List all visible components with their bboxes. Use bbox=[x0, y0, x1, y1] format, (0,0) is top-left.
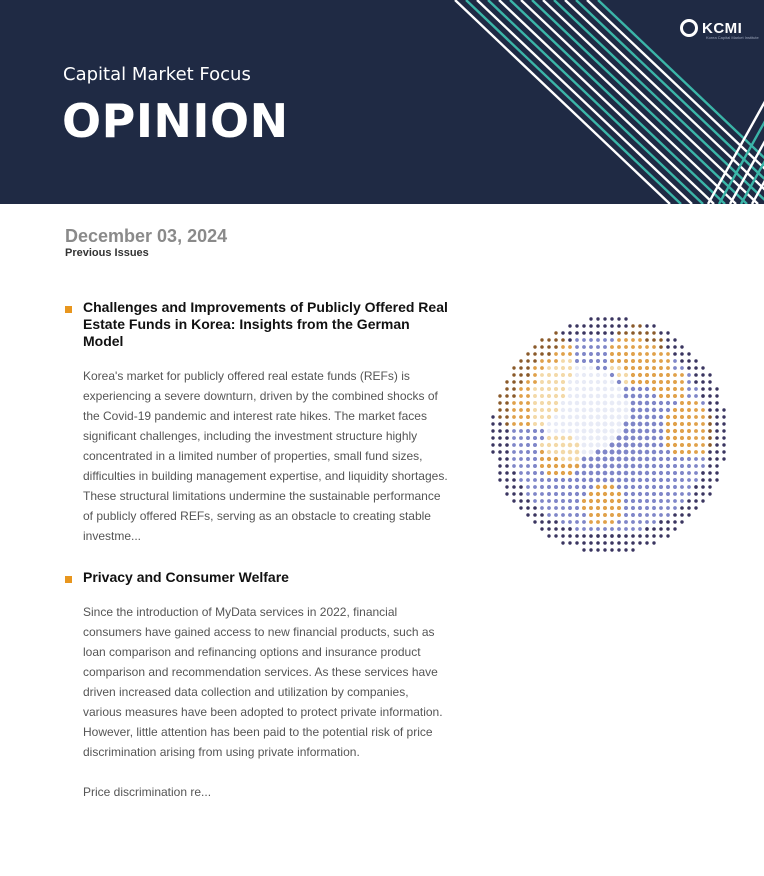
header-kicker: Capital Market Focus bbox=[63, 64, 251, 85]
dotted-globe-icon bbox=[489, 315, 729, 555]
previous-issues-link[interactable]: Previous Issues bbox=[65, 247, 149, 259]
bullet-icon bbox=[65, 576, 72, 583]
logo-text: KCMI bbox=[702, 19, 743, 37]
article-1-title-link[interactable]: Challenges and Improvements of Publicly Offered Real Estate Funds in Korea: Insights from the German Model bbox=[83, 299, 448, 349]
header-title: OPINION bbox=[62, 94, 289, 148]
article-1 bbox=[65, 299, 450, 546]
article-2-title-link[interactable]: Privacy and Consumer Welfare bbox=[83, 569, 289, 585]
article-2-summary: Since the introduction of MyData services in 2022, financial consumers have gained access to new financial products, such as loan comparison and refinancing options and insurance product comparison and recommendation services. As these services have driven increased data collection and utilization by companies, various measures have been adopted to protect private information. However, little attention has been paid to the potential risk of price discrimination arising from using private information. bbox=[83, 605, 443, 759]
logo-subtitle: Korea Capital Market Institute bbox=[706, 35, 759, 40]
article-1-summary: Korea's market for publicly offered real estate funds (REFs) is experiencing a severe downturn, driven by the combined shocks of the Covid-19 pandemic and interest rate hikes. The market faces significant challenges, including the investment structure highly concentrated in a limited number of properties, small fund sizes, difficulties in building management expertise, and liquidity shortages. These structural limitations undermine the sustainable performance of publicly offered REFs, serving as an obstacle to creating stable investme... bbox=[83, 369, 448, 543]
bullet-icon bbox=[65, 306, 72, 313]
kcmi-logo-icon bbox=[680, 19, 698, 37]
issue-date: December 03, 2024 bbox=[65, 226, 228, 246]
article-2-summary-continued: Price discrimination re... bbox=[83, 785, 212, 799]
newsletter-header bbox=[0, 0, 764, 204]
article-2 bbox=[65, 569, 450, 802]
